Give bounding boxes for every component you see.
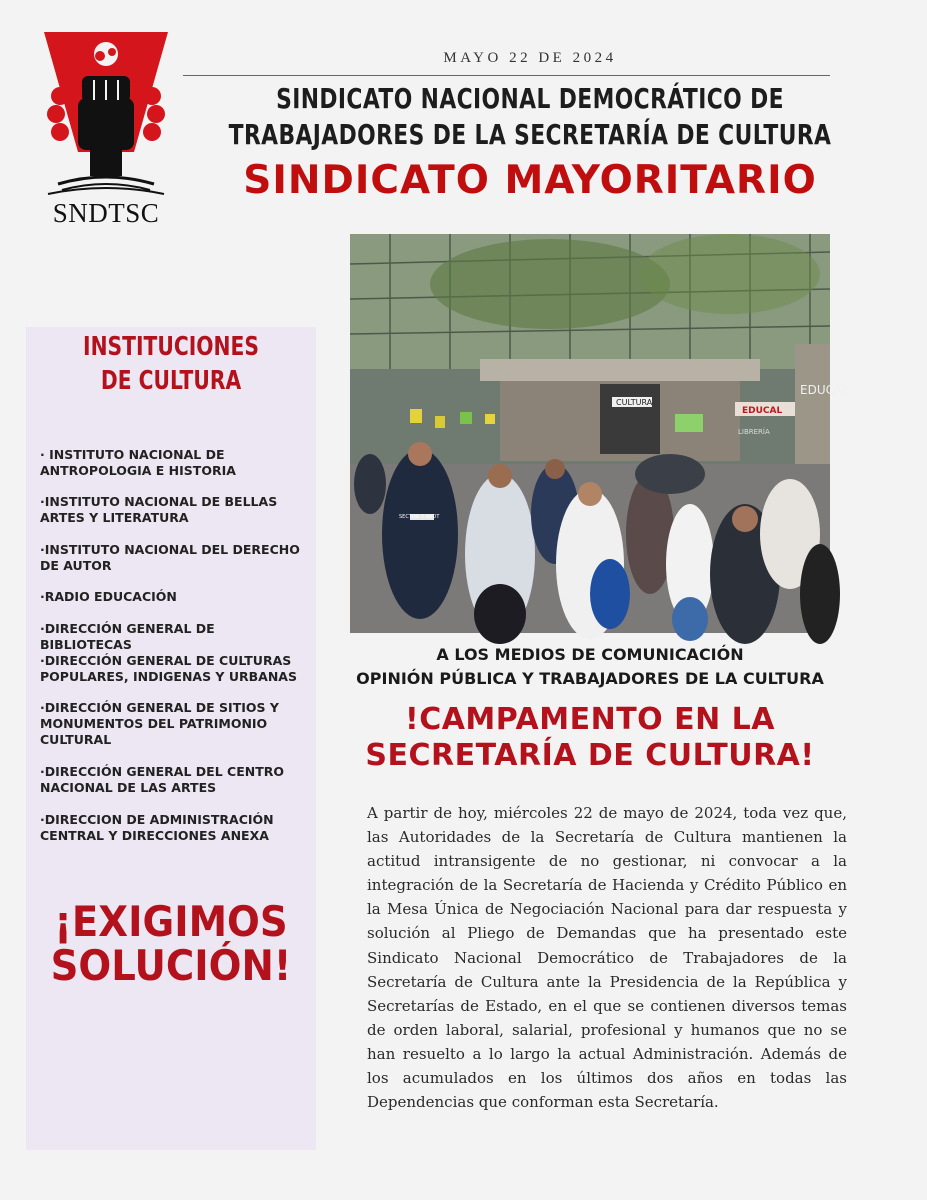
headline-line2: SECRETARÍA DE CULTURA! (365, 738, 815, 773)
institution-item: ·DIRECCIÓN GENERAL DE BIBLIOTECAS (40, 621, 215, 652)
org-name-line2: TRABAJADORES DE LA SECRETARÍA DE CULTURA (228, 118, 832, 151)
sign-educal: EDUCAL (742, 406, 783, 416)
protest-photo (350, 234, 849, 633)
institution-item: ·RADIO EDUCACIÓN (40, 589, 177, 604)
institution-item: ·INSTITUTO NACIONAL DE BELLAS ARTES Y LITERATURA (40, 494, 278, 525)
org-name-line1: SINDICATO NACIONAL DEMOCRÁTICO DE (276, 82, 784, 115)
slogan (41, 897, 300, 990)
institution-item: ·DIRECCIÓN GENERAL DE SITIOS Y MONUMENTOS DEL PATRIMONIO CULTURAL (40, 700, 279, 747)
slogan-line1: ¡EXIGIMOS (54, 897, 288, 946)
logo-acronym: SNDTSC (52, 198, 160, 228)
issue-date: MAYO 22 DE 2024 (443, 50, 617, 66)
header-divider (183, 75, 830, 76)
headline (330, 702, 850, 774)
sign-cultura: CULTURA (616, 398, 653, 407)
sign-libreria: LIBRERÍA (738, 428, 770, 436)
slogan-line2: SOLUCIÓN! (50, 941, 292, 990)
institution-item: · INSTITUTO NACIONAL DE ANTROPOLOGIA E HISTORIA (40, 447, 236, 478)
tagline: SINDICATO MAYORITARIO (243, 158, 817, 203)
sidebar-title: INSTITUCIONES DE CULTURA (83, 332, 259, 396)
institution-item: ·DIRECCION DE ADMINISTRACIÓN CENTRAL Y DIRECCIONES ANEXA (40, 812, 274, 843)
statement-body: A partir de hoy, miércoles 22 de mayo de 2024, toda vez que, las Autoridades de la Secretaría de Cultura mantienen la actitud intransigente de no gestionar, ni convocar a la integración de la Secretaría de Hacienda y Crédito Público en la Mesa Única de Negociación Nacional para dar respuesta y solución al Pliego de Demandas que ha presentado este Sindicato Nacional Democrático de Trabajadores de la Secretaría de Cultura ante la Presidencia de la República y Secretarías de Estado, en el que se contienen diversos temas de orden laboral, salarial, profesional y humanos que no se han resuelto a lo largo la actual Administración. Además de los acumulados en los últimos dos años en todas las Dependencias que conforman esta Secretaría. (367, 804, 847, 1112)
institution-item: ·DIRECCIÓN GENERAL DE CULTURAS POPULARES, INDIGENAS Y URBANAS (40, 653, 297, 684)
institution-item: ·DIRECCIÓN GENERAL DEL CENTRO NACIONAL DE LAS ARTES (40, 764, 284, 795)
sign-shirt: SECTOR 7 SNDT (399, 514, 440, 520)
audience-line2: OPINIÓN PÚBLICA Y TRABAJADORES DE LA CULTURA (356, 669, 824, 688)
headline-line1: !CAMPAMENTO EN LA (405, 702, 775, 737)
audience-line1: A LOS MEDIOS DE COMUNICACIÓN (436, 645, 744, 664)
institution-item: ·INSTITUTO NACIONAL DEL DERECHO DE AUTOR (40, 542, 300, 573)
sign-educal-vertical: EDUCAL (800, 383, 849, 397)
